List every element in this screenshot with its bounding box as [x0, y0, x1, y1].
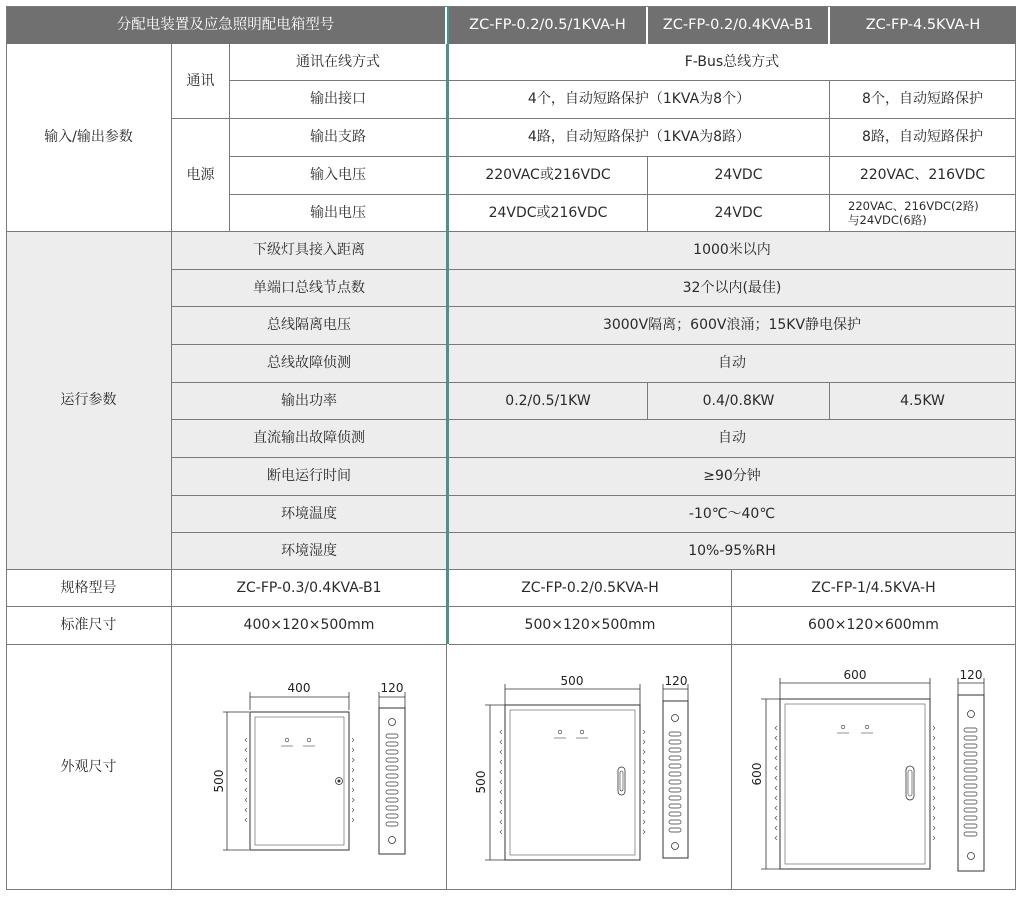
drawing-3-width: 600: [843, 668, 867, 682]
header-model-3: ZC-FP-4.5KVA-H: [830, 6, 1016, 44]
drawing-3-depth: 120: [959, 668, 983, 682]
power-out-c: 4.5KW: [830, 383, 1016, 420]
fault-label: 总线故障侦测: [172, 345, 447, 383]
vout-value-c-line2: 与24VDC(6路): [848, 213, 927, 227]
dcfault-value: 自动: [449, 420, 1016, 458]
iso-value: 3000V隔离；600V浪涌；15KV静电保护: [449, 307, 1016, 345]
io-group-label: 输入/输出参数: [6, 44, 172, 232]
runtime-label: 断电运行时间: [172, 458, 447, 496]
online-value: F-Bus总线方式: [449, 44, 1016, 81]
drawing-1-width: 400: [287, 681, 311, 695]
nodes-value: 32个以内(最佳): [449, 270, 1016, 307]
cabinet-drawing-3: [745, 664, 1010, 879]
vout-value-a: 24VDC或216VDC: [449, 195, 648, 232]
online-label: 通讯在线方式: [230, 44, 447, 81]
vout-value-c: [830, 195, 1016, 232]
vout-value-c-line1: 220VAC、216VDC(2路): [848, 198, 979, 213]
temp-label: 环境温度: [172, 496, 447, 533]
op-group-label: 运行参数: [6, 232, 172, 570]
spec-model-3: ZC-FP-1/4.5KVA-H: [732, 570, 1016, 607]
comm-label: 通讯: [172, 44, 230, 119]
cabinet-drawing-1: [205, 670, 420, 870]
header-model-1: ZC-FP-0.2/0.5/1KVA-H: [449, 6, 648, 44]
vin-label: 输入电压: [230, 157, 447, 195]
drawing-2-height: 500: [474, 770, 488, 794]
spec-model-1: ZC-FP-0.3/0.4KVA-B1: [172, 570, 447, 607]
branch-value-b: 8路，自动短路保护: [830, 119, 1016, 157]
power-out-label: 输出功率: [172, 383, 447, 420]
branch-value-a: 4路，自动短路保护（1KVA为8路）: [449, 119, 830, 157]
vin-value-c: 220VAC、216VDC: [830, 157, 1016, 195]
distance-label: 下级灯具接入距离: [172, 232, 447, 270]
vin-value-b: 24VDC: [648, 157, 830, 195]
drawing-3-height: 600: [750, 762, 764, 786]
power-label: 电源: [172, 119, 230, 232]
iso-label: 总线隔离电压: [172, 307, 447, 345]
port-value-b: 8个，自动短路保护: [830, 81, 1016, 119]
vout-value-b: 24VDC: [648, 195, 830, 232]
nodes-label: 单端口总线节点数: [172, 270, 447, 307]
drawing-2-width: 500: [560, 674, 584, 688]
column-divider-lower: [447, 570, 449, 644]
hum-value: 10%-95%RH: [449, 533, 1016, 570]
port-label: 输出接口: [230, 81, 447, 119]
port-value-a: 4个，自动短路保护（1KVA为8个）: [449, 81, 830, 119]
spec-size-3: 600×120×600mm: [732, 607, 1016, 645]
dcfault-label: 直流输出故障侦测: [172, 420, 447, 458]
header-model-2: ZC-FP-0.2/0.4KVA-B1: [648, 6, 830, 44]
header-title: 分配电装置及应急照明配电箱型号: [6, 6, 447, 44]
column-divider: [447, 6, 449, 570]
drawing-1-depth: 120: [380, 681, 404, 695]
spec-model-2: ZC-FP-0.2/0.5KVA-H: [449, 570, 732, 607]
drawing-2-depth: 120: [664, 674, 688, 688]
cabinet-drawing-2: [470, 670, 720, 870]
vout-label: 输出电压: [230, 195, 447, 232]
branch-label: 输出支路: [230, 119, 447, 157]
spec-model-label: 规格型号: [6, 570, 172, 607]
spec-size-label: 标准尺寸: [6, 607, 172, 645]
power-out-b: 0.4/0.8KW: [648, 383, 830, 420]
temp-value: -10℃～40℃: [449, 496, 1016, 533]
runtime-value: ≥90分钟: [449, 458, 1016, 496]
hum-label: 环境湿度: [172, 533, 447, 570]
spec-size-2: 500×120×500mm: [449, 607, 732, 645]
distance-value: 1000米以内: [449, 232, 1016, 270]
drawing-1-height: 500: [212, 769, 226, 793]
spec-size-1: 400×120×500mm: [172, 607, 447, 645]
power-out-a: 0.2/0.5/1KW: [449, 383, 648, 420]
vin-value-a: 220VAC或216VDC: [449, 157, 648, 195]
fault-value: 自动: [449, 345, 1016, 383]
appearance-label: 外观尺寸: [6, 645, 172, 890]
